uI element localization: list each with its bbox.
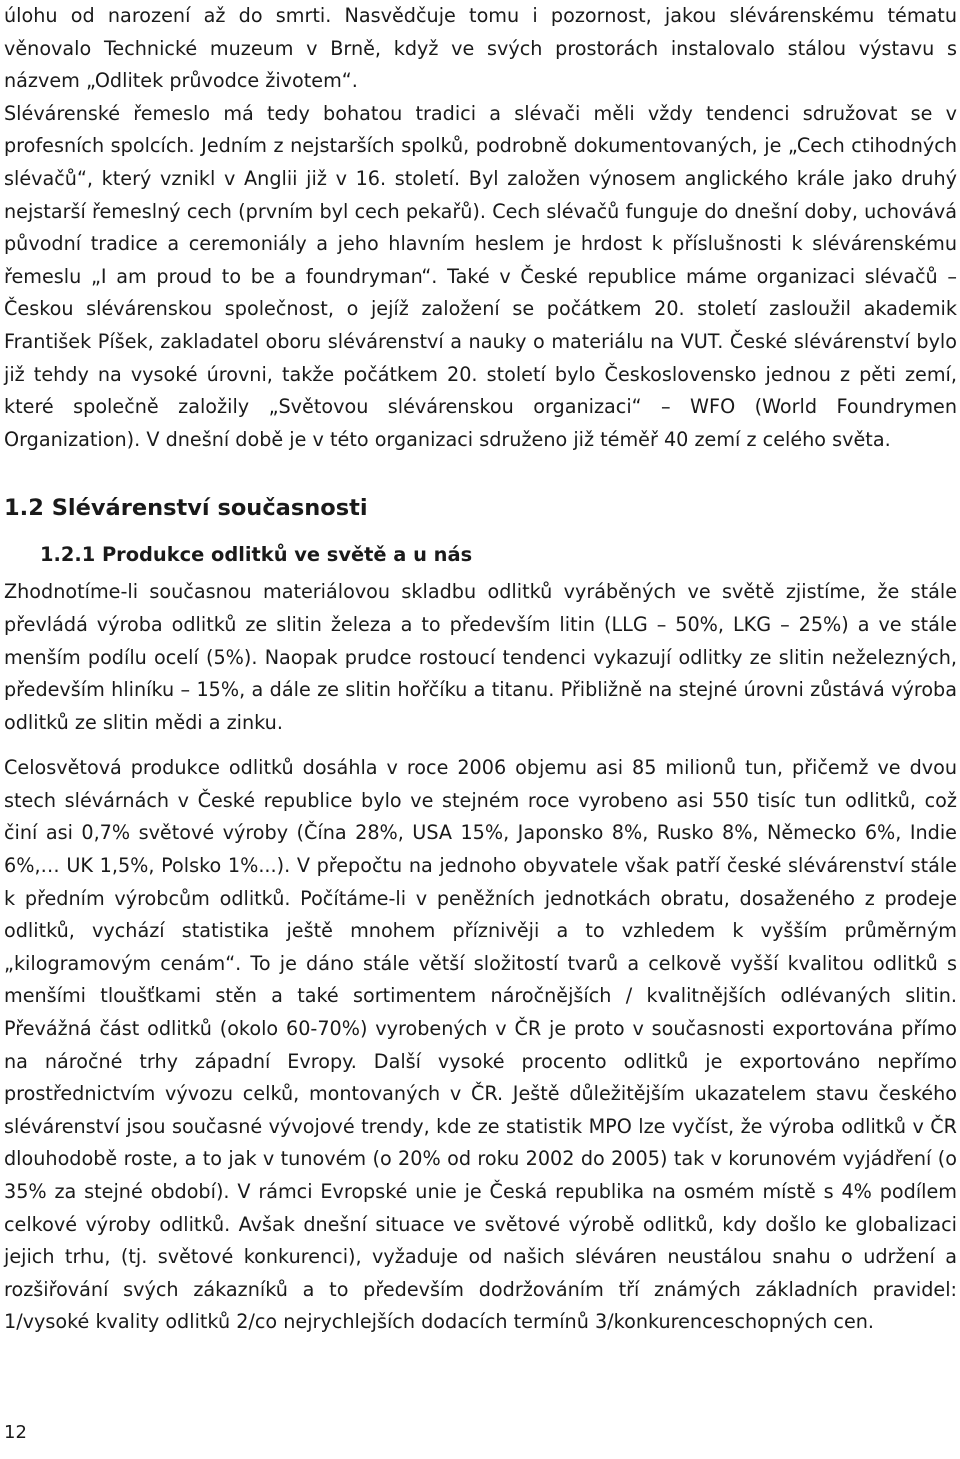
page-number: 12 bbox=[4, 1422, 27, 1443]
paragraph-material-composition: Zhodnotíme-li současnou materiálovou skladbu odlitků vyráběných ve světě zjistíme, že stále převládá výroba odlitků ze slitin železa a to především litin (LLG – 50%, LKG – 25%) a ve stále menším podílu ocelí (5%). Naopak prudce rostoucí tendenci vykazují odlitky ze slitin neželezných, především hliníku – 15%, a dále ze slitin hořčíku a titanu. Přibližně na stejné úrovni zůstává výroba odlitků ze slitin mědi a zinku. bbox=[4, 580, 957, 734]
paragraph-foundry-guilds: Slévárenské řemeslo má tedy bohatou tradici a slévači měli vždy tendenci sdružovat se v profesních spolcích. Jedním z nejstarších spolků, podrobně dokumentovaných, je „Cech ctihodných slévačů“, který vznikl v Anglii již v 16. století. Byl založen výnosem anglického krále jako druhý nejstarší řemeslný cech (prvním byl cech pekařů). Cech slévačů funguje do dnešní doby, uchovává původní tradice a ceremoniály a jeho hlavním heslem je hrdost k příslušnosti k slévárenskému řemeslu „I am proud to be a foundryman“. Také v České republice máme organizaci slévačů – Českou slévárenskou společnost, o jejíž založení se počátkem 20. století zasloužil akademik František Píšek, zakladatel oboru slévárenství a nauky o materiálu na VUT. České slévárenství bylo již tehdy na vysoké úrovni, takže počátkem 20. století bylo Československo jednou z pěti zemí, které společně založily „Světovou slévárenskou organizaci“ – WFO (World Foundrymen Organization). V dnešní době je v této organizaci sdruženo již téměř 40 zemí z celého světa. bbox=[4, 101, 957, 451]
paragraph-world-production: Celosvětová produkce odlitků dosáhla v roce 2006 objemu asi 85 milionů tun, přičemž ve dvou stech slévárnách v České republice bylo ve stejném roce vyrobeno asi 550 tisíc tun odlitků, což činí asi 0,7% světové výroby (Čína 28%, USA 15%, Japonsko 8%, Rusko 8%, Německo 6%, Indie 6%,… UK 1,5%, Polsko 1%...). V přepočtu na jednoho obyvatele však patří české slévárenství stále k předním výrobcům odlitků. Počítáme-li v peněžních jednotkách obratu, dosaženého z prodeje odlitků, vychází statistika ještě mnohem příznivěji a to vzhledem k vyšším průměrným „kilogramovým cenám“. To je dáno stále větší složitostí tvarů a celkově vyšší kvalitou odlitků s menšími tloušťkami stěn a také sortimentem náročnějších / kvalitnějších odlévaných slitin. Převážná část odlitků (okolo 60-70%) vyrobených v ČR je proto v současnosti exportována přímo na náročné trhy západní Evropy. Další vysoké procento odlitků je exportováno nepřímo prostřednictvím vývozu celků, montovaných v ČR. Ještě důležitějším ukazatelem stavu českého slévárenství jsou současné vývojové trendy, kde ze statistik MPO lze vyčíst, že výroba odlitků v ČR dlouhodobě roste, a to jak v tunovém (o 20% od roku 2002 do 2005) tak v korunovém vyjádření (o 35% za stejné období). V rámci Evropské unie je Česká republika na osmém místě s 4% podílem celkové výroby odlitků. Avšak dnešní situace ve světové výrobě odlitků, kdy došlo ke globalizaci jejich trhu, (tj. světové konkurenci), vyžaduje od našich sléváren neustálou snahu o udržení a rozšiřování svých zákazníků a to především dodržováním tří známých základních pravidel: 1/vysoké kvality odlitků 2/co nejrychlejších dodacích termínů 3/konkurenceschopných cen. bbox=[4, 756, 957, 1334]
document-page bbox=[4, 0, 957, 1339]
paragraph-intro-continuation: úlohu od narození až do smrti. Nasvědčuje tomu i pozornost, jakou slévárenskému tématu věnovalo Technické muzeum v Brně, když ve svých prostorách instalovalo stálou výstavu s názvem „Odlitek průvodce životem“. bbox=[4, 4, 957, 93]
section-heading: 1.2 Slévárenství současnosti bbox=[4, 495, 368, 522]
subsection-heading: 1.2.1 Produkce odlitků ve světě a u nás bbox=[40, 543, 473, 567]
